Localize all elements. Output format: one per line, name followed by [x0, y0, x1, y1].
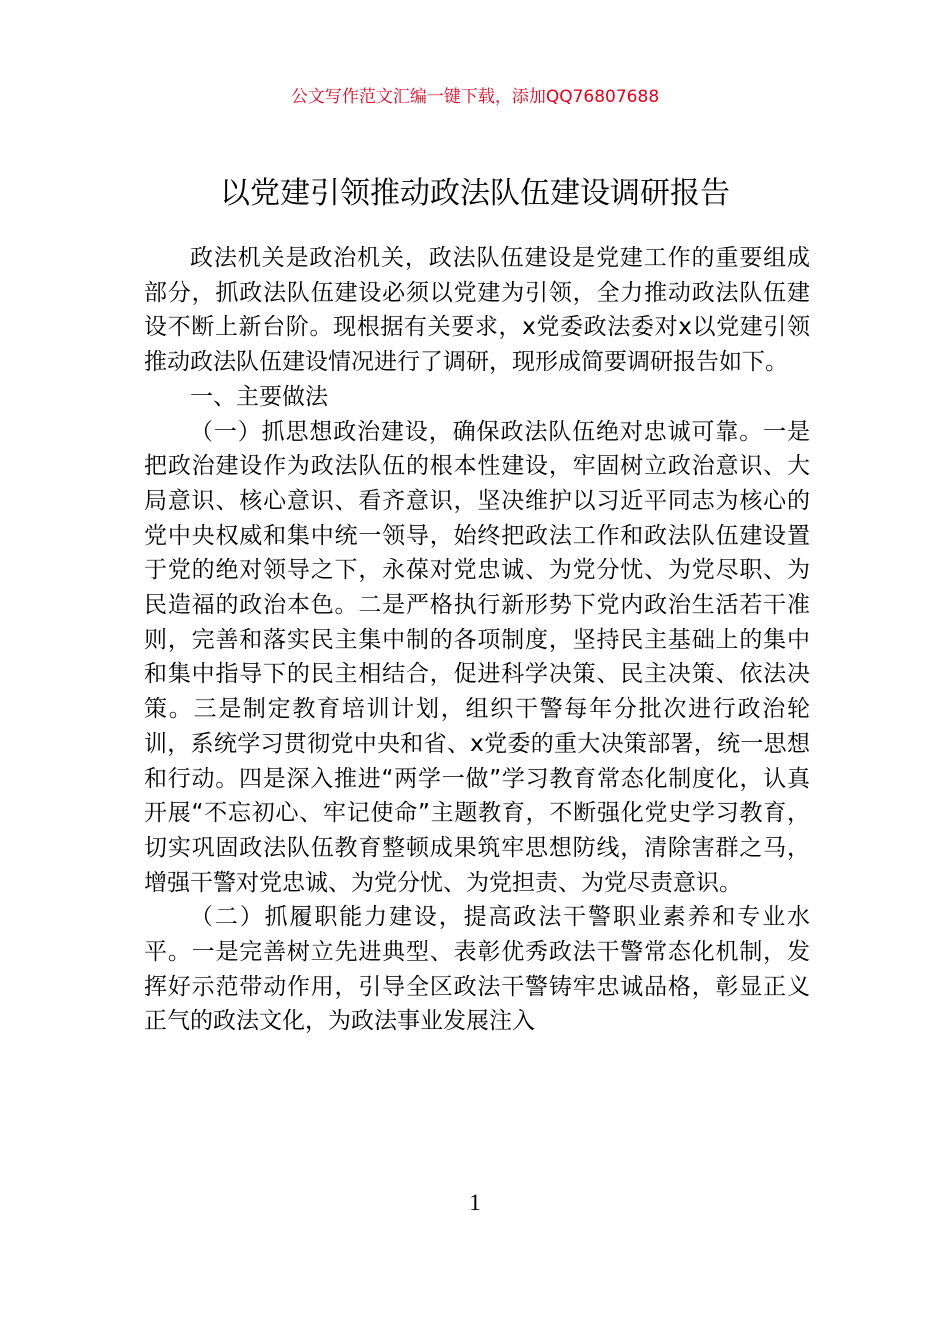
document-body	[144, 241, 810, 1039]
paragraph-ideological-political-building: （一）抓思想政治建设，确保政法队伍绝对忠诚可靠。一是把政治建设作为政法队伍的根本性建设，牢固树立政治意识、大局意识、核心意识、看齐意识，坚决维护以习近平同志为核心的党中央权威和集中统一领导，始终把政法工作和政法队伍建设置于党的绝对领导之下，永葆对党忠诚、为党分忧、为党尽职、为民造福的政治本色。二是严格执行新形势下党内政治生活若干准则，完善和落实民主集中制的各项制度，坚持民主基础上的集中和集中指导下的民主相结合，促进科学决策、民主决策、依法决策。三是制定教育培训计划，组织干警每年分批次进行政治轮训，系统学习贯彻党中央和省、x党委的重大决策部署，统一思想和行动。四是深入推进“两学一做”学习教育常态化制度化，认真开展“不忘初心、牢记使命”主题教育，不断强化党史学习教育，切实巩固政法队伍教育整顿成果筑牢思想防线，清除害群之马，增强干警对党忠诚、为党分忧、为党担责、为党尽责意识。	[144, 418, 810, 896]
section-heading-main-practices: 一、主要做法	[190, 383, 328, 410]
download-notice: 公文写作范文汇编一键下载，添加QQ76807688	[290, 87, 660, 107]
intro-paragraph: 政法机关是政治机关，政法队伍建设是党建工作的重要组成部分，抓政法队伍建设必须以党建为引领，全力推动政法队伍建设不断上新台阶。现根据有关要求，x党委政法委对x以党建引领推动政法队伍建设情况进行了调研，现形成简要调研报告如下。	[144, 245, 810, 376]
paragraph-professional-capability-building: （二）抓履职能力建设，提高政法干警职业素养和专业水平。一是完善树立先进典型、表彰优秀政法干警常态化机制，发挥好示范带动作用，引导全区政法干警铸牢忠诚品格，彰显正义正气的政法文化，为政法事业发展注入	[144, 904, 810, 1035]
document-title: 以党建引领推动政法队伍建设调研报告	[220, 176, 730, 211]
page-number: 1	[469, 1190, 481, 1215]
